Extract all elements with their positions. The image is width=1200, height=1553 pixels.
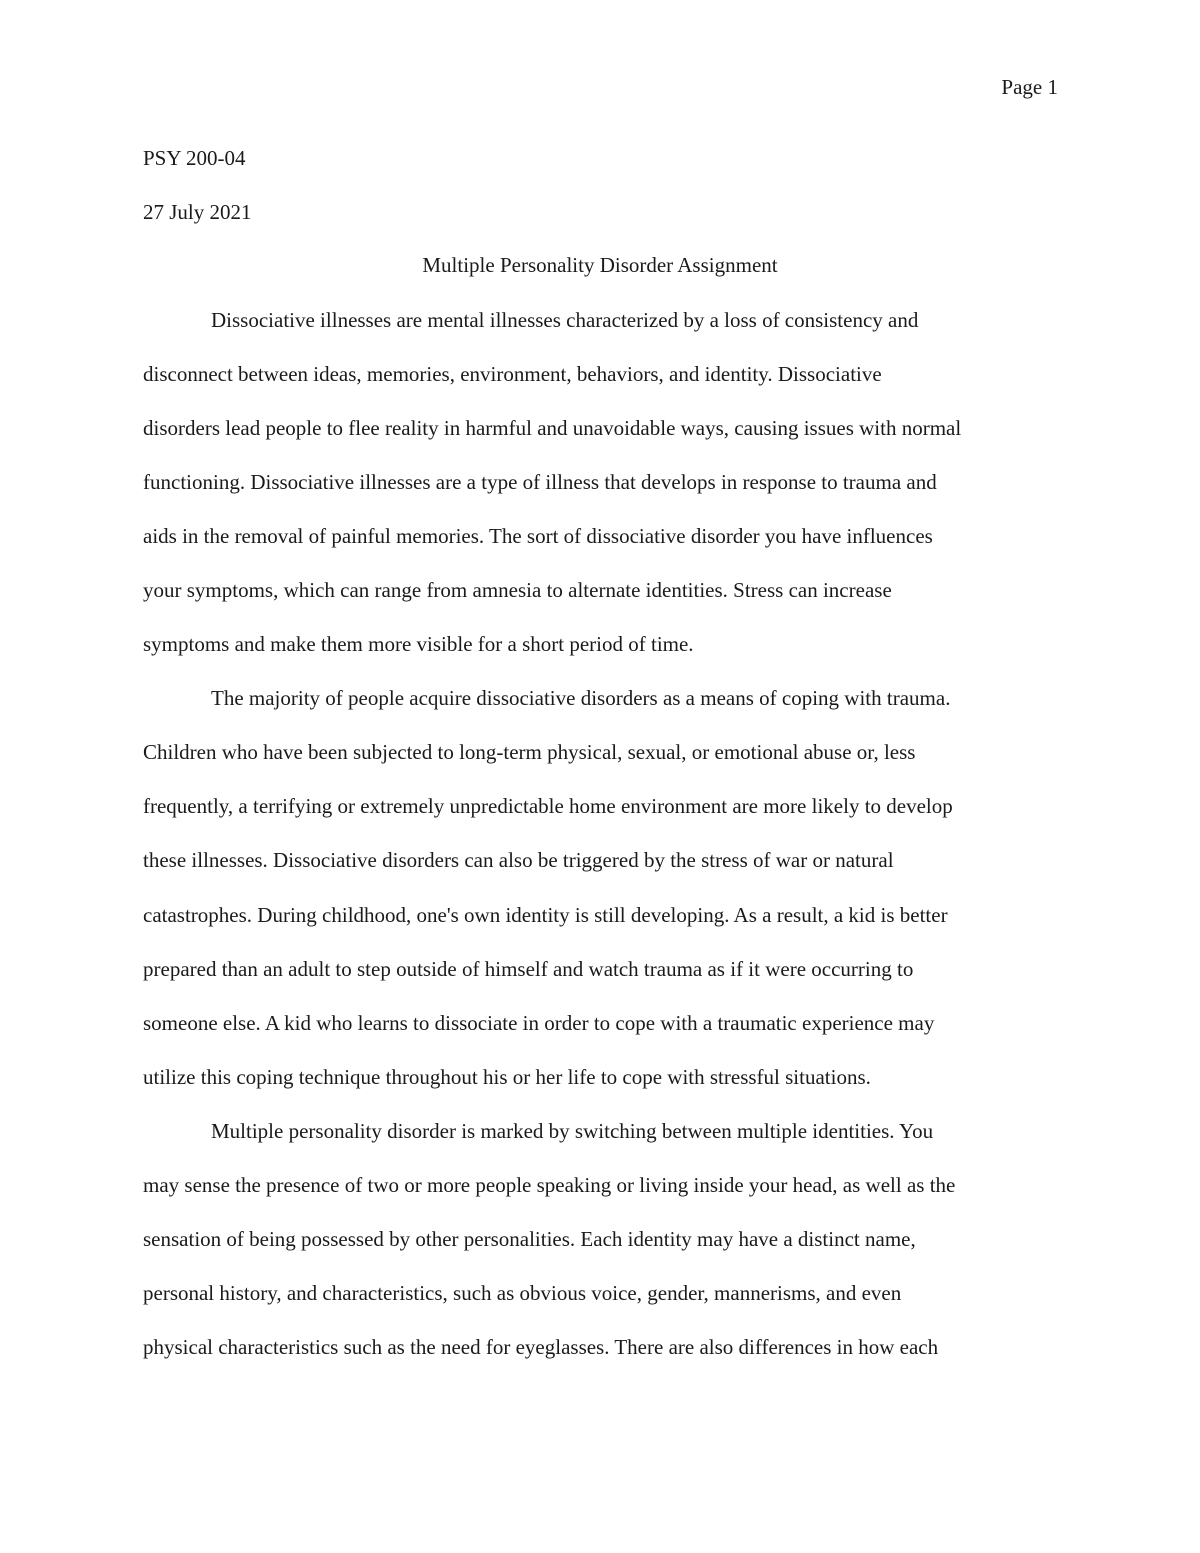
paragraph-line: Multiple personality disorder is marked by switching between multiple identities. You — [211, 1118, 934, 1143]
paragraph-line: personal history, and characteristics, such as obvious voice, gender, mannerisms, and even — [143, 1280, 902, 1305]
paragraph-line: disconnect between ideas, memories, environment, behaviors, and identity. Dissociative — [143, 362, 882, 387]
paragraph-line: your symptoms, which can range from amnesia to alternate identities. Stress can increase — [143, 578, 892, 603]
paragraph-line: catastrophes. During childhood, one's own identity is still developing. As a result, a kid is better — [143, 902, 948, 927]
paragraph-line: someone else. A kid who learns to dissociate in order to cope with a traumatic experience may — [143, 1010, 935, 1035]
course-code: PSY 200-04 — [143, 146, 246, 170]
paragraph-line: symptoms and make them more visible for a short period of time. — [143, 632, 694, 657]
paragraph — [143, 306, 1063, 684]
page-number: Page 1 — [1001, 75, 1058, 99]
paragraph-line: physical characteristics such as the need for eyeglasses. There are also differences in how each — [143, 1334, 939, 1359]
document-title: Multiple Personality Disorder Assignment — [422, 253, 778, 277]
paragraph-line: frequently, a terrifying or extremely unpredictable home environment are more likely to develop — [143, 794, 953, 819]
paragraph-line: sensation of being possessed by other personalities. Each identity may have a distinct name, — [143, 1226, 916, 1251]
document-date: 27 July 2021 — [143, 200, 252, 224]
paragraph-line: prepared than an adult to step outside of himself and watch trauma as if it were occurring to — [143, 956, 914, 981]
paragraph-line: functioning. Dissociative illnesses are a type of illness that develops in response to trauma and — [143, 470, 937, 495]
paragraph-line: The majority of people acquire dissociative disorders as a means of coping with trauma. — [211, 686, 951, 711]
paragraph-line: Dissociative illnesses are mental illnesses characterized by a loss of consistency and — [211, 308, 919, 332]
document-body — [143, 306, 1063, 1387]
paragraph-line: disorders lead people to flee reality in harmful and unavoidable ways, causing issues with normal — [143, 416, 962, 441]
paragraph-line: aids in the removal of painful memories. The sort of dissociative disorder you have influences — [143, 524, 933, 549]
paragraph — [143, 1117, 1063, 1387]
paragraph-line: these illnesses. Dissociative disorders can also be triggered by the stress of war or natural — [143, 848, 894, 873]
paragraph-line: Children who have been subjected to long-term physical, sexual, or emotional abuse or, less — [143, 740, 916, 765]
paragraph-line: utilize this coping technique throughout his or her life to cope with stressful situations. — [143, 1064, 871, 1089]
paragraph-line: may sense the presence of two or more people speaking or living inside your head, as well as the — [143, 1172, 956, 1197]
paragraph — [143, 684, 1063, 1116]
